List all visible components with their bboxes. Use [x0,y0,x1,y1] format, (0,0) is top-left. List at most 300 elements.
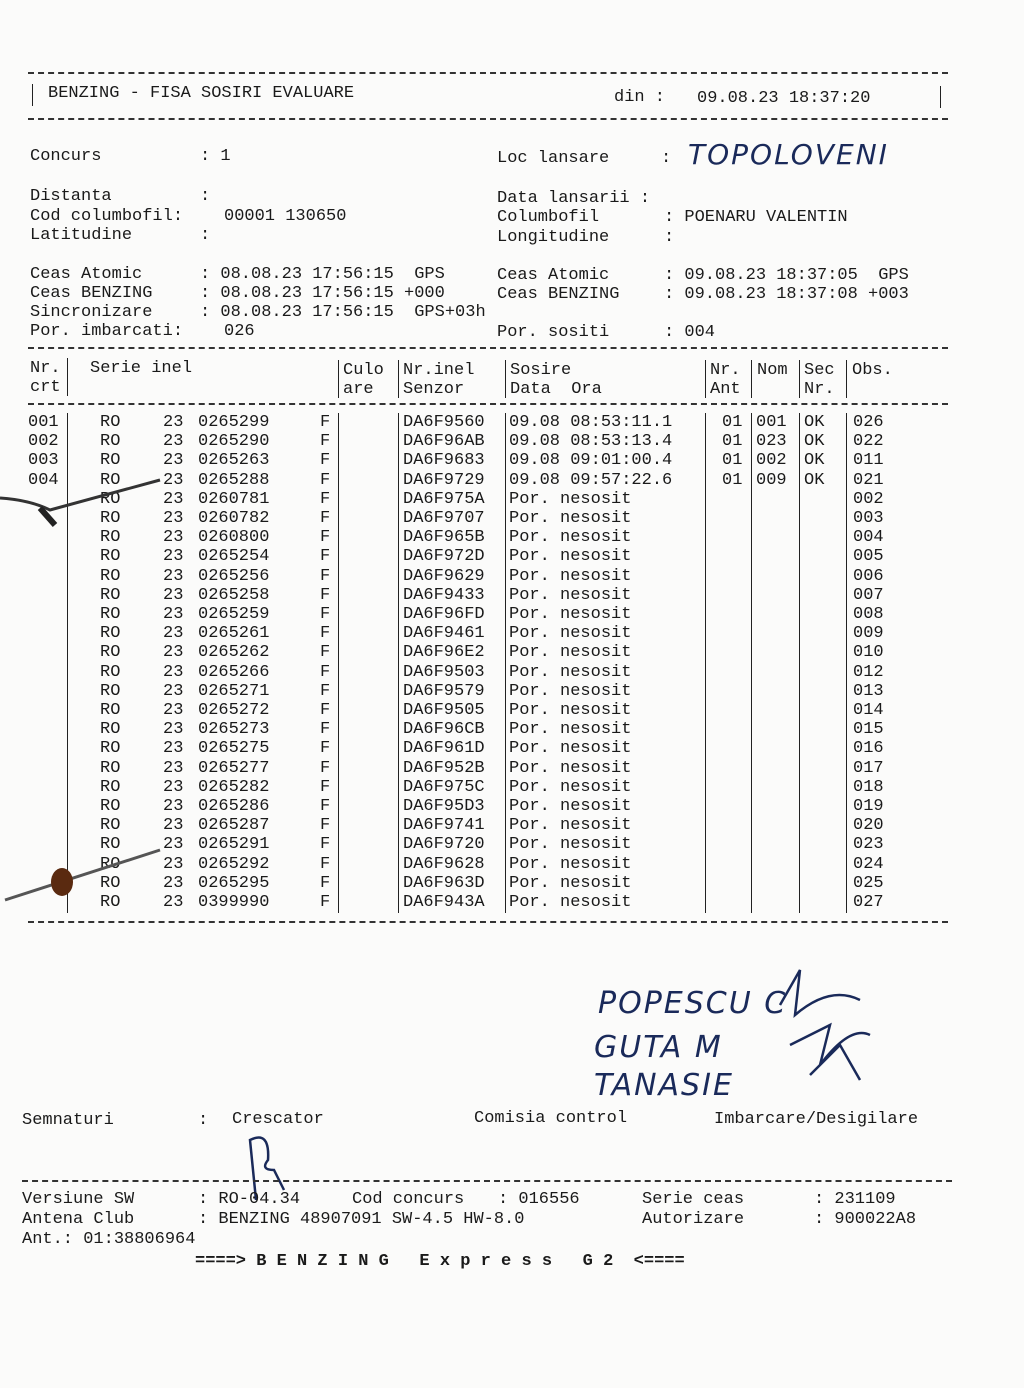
ring-number-cell: 0265258 [198,585,270,605]
ring-country-cell: RO [100,720,121,740]
sensor-ring-cell: DA6F9720 [403,835,485,855]
antena-value: : BENZING 48907091 SW-4.5 HW-8.0 [198,1210,525,1229]
col-nr-header-1: Nr. [30,359,61,378]
ring-year-cell: 23 [163,873,184,893]
ring-country-cell: RO [100,624,121,644]
sex-cell: F [320,777,331,797]
sensor-ring-cell: DA6F943A [403,893,485,912]
ring-year-cell: 23 [163,797,184,816]
antena-label: Antena Club [22,1210,135,1229]
col-separator [398,360,399,398]
arrival-time-cell: Por. nesosit [509,585,632,605]
col-culoare-header-2: are [343,380,374,399]
loc-lansare-label: Loc lansare [497,149,610,168]
signatures-label: Semnaturi [22,1111,114,1130]
arrival-time-cell: 09.08 08:53:11.1 [509,413,673,432]
sex-cell: F [320,470,331,490]
nom-position-cell: 009 [756,470,787,490]
observation-cell: 011 [853,451,884,471]
ring-year-cell: 23 [163,470,184,490]
ring-number-cell: 0260800 [198,528,270,548]
sensor-ring-cell: DA6F9461 [403,624,485,644]
sensor-ring-cell: DA6F952B [403,758,485,778]
ring-year-cell: 23 [163,605,184,624]
ceas-atomic-start: : 08.08.23 17:56:15 GPS [200,265,445,284]
arrival-time-cell: Por. nesosit [509,624,632,644]
ring-number-cell: 0265261 [198,624,270,644]
col-separator [705,360,706,398]
table-row [0,605,1024,624]
cod-concurs-label: Cod concurs [352,1190,465,1209]
loc-lansare-handwritten: TOPOLOVENI [688,138,889,171]
observation-cell: 019 [853,797,884,816]
ring-number-cell: 0399990 [198,893,270,912]
sensor-ring-cell: DA6F96CB [403,720,485,740]
table-row [0,643,1024,662]
sex-cell: F [320,701,331,720]
table-row [0,451,1024,470]
observation-cell: 005 [853,547,884,567]
arrival-time-cell: 09.08 08:53:13.4 [509,432,673,452]
antenna-number-cell: 01 [722,451,743,471]
ring-year-cell: 23 [163,739,184,759]
ring-year-cell: 23 [163,451,184,471]
observation-cell: 007 [853,585,884,605]
observation-cell: 008 [853,605,884,624]
signature-tanasie: TANASIE [594,1068,734,1103]
ceas-benzing-end-label: Ceas BENZING [497,285,620,304]
col-senzor-header-1: Nr.inel [403,361,475,380]
arrival-time-cell: Por. nesosit [509,758,632,778]
ring-year-cell: 23 [163,720,184,740]
observation-cell: 020 [853,816,884,836]
observation-cell: 027 [853,893,884,912]
ring-number-cell: 0265275 [198,739,270,759]
sensor-ring-cell: DA6F96FD [403,605,485,624]
ring-year-cell: 23 [163,777,184,797]
ring-number-cell: 0260782 [198,509,270,528]
ceas-benzing-label: Ceas BENZING [30,284,153,303]
sensor-ring-cell: DA6F9505 [403,701,485,720]
row-number-cell: 004 [28,470,59,490]
ring-country-cell: RO [100,643,121,663]
concurs-label: Concurs [30,147,102,166]
ring-year-cell: 23 [163,643,184,663]
arrival-time-cell: Por. nesosit [509,681,632,701]
sensor-ring-cell: DA6F975A [403,489,485,509]
signature-comisia: Comisia control [474,1109,628,1128]
ring-year-cell: 23 [163,816,184,836]
ceas-benzing-start: : 08.08.23 17:56:15 +000 [200,284,445,303]
ring-country-cell: RO [100,758,121,778]
observation-cell: 009 [853,624,884,644]
arrival-time-cell: Por. nesosit [509,643,632,663]
sex-cell: F [320,720,331,740]
sex-cell: F [320,413,331,432]
ring-year-cell: 23 [163,662,184,682]
ring-number-cell: 0265291 [198,835,270,855]
arrival-time-cell: Por. nesosit [509,509,632,528]
longitudine-label: Longitudine [497,228,610,247]
col-nr-header-2: crt [30,378,61,397]
sex-cell: F [320,585,331,605]
ring-number-cell: 0265282 [198,777,270,797]
divider [28,118,948,120]
divider [28,921,948,923]
ring-number-cell: 0265277 [198,758,270,778]
signatures-sep: : [198,1111,209,1130]
sensor-ring-cell: DA6F975C [403,777,485,797]
table-row [0,739,1024,758]
observation-cell: 024 [853,854,884,874]
ceas-atomic-end: : 09.08.23 18:37:05 GPS [664,266,909,285]
ring-country-cell: RO [100,662,121,682]
sex-cell: F [320,797,331,816]
ring-country-cell: RO [100,432,121,452]
ring-year-cell: 23 [163,528,184,548]
frame-right [940,86,941,108]
ring-number-cell: 0260781 [198,489,270,509]
ring-year-cell: 23 [163,432,184,452]
serie-ceas-value: : 231109 [814,1190,896,1209]
observation-cell: 002 [853,489,884,509]
signature-imbarcare: Imbarcare/Desigilare [714,1110,919,1129]
ring-number-cell: 0265259 [198,605,270,624]
col-senzor-header-2: Senzor [403,380,465,399]
divider [28,347,948,349]
table-row [0,567,1024,586]
sex-cell: F [320,681,331,701]
table-row [0,720,1024,739]
col-separator [505,360,506,398]
sex-cell: F [320,528,331,548]
cod-columbofil-label: Cod columbofil: [30,207,184,226]
ring-number-cell: 0265272 [198,701,270,720]
ring-year-cell: 23 [163,701,184,720]
arrival-time-cell: Por. nesosit [509,528,632,548]
table-row [0,413,1024,432]
pen-mark-icon [0,840,170,910]
ring-country-cell: RO [100,777,121,797]
ring-number-cell: 0265292 [198,854,270,874]
observation-cell: 023 [853,835,884,855]
sensor-ring-cell: DA6F9629 [403,566,485,586]
sex-cell: F [320,489,331,509]
sensor-ring-cell: DA6F96AB [403,432,485,452]
report-title: BENZING - FISA SOSIRI EVALUARE [48,84,355,103]
sensor-ring-cell: DA6F9707 [403,509,485,528]
sensor-ring-cell: DA6F95D3 [403,797,485,816]
antenna-number-cell: 01 [722,470,743,490]
sensor-ring-cell: DA6F9741 [403,816,485,836]
ring-number-cell: 0265271 [198,681,270,701]
arrival-time-cell: Por. nesosit [509,777,632,797]
latitudine-value: : [200,226,211,245]
observation-cell: 014 [853,701,884,720]
sensor-ring-cell: DA6F961D [403,739,485,759]
sensor-ring-cell: DA6F9560 [403,413,485,432]
observation-cell: 003 [853,509,884,528]
sositi-label: Por. sositi [497,323,610,342]
col-separator [67,358,68,396]
sex-cell: F [320,547,331,567]
row-number-cell: 003 [28,451,59,471]
loc-lansare-sep: : [661,149,672,168]
observation-cell: 006 [853,566,884,586]
ring-country-cell: RO [100,873,121,893]
ring-country-cell: RO [100,413,121,432]
col-separator [338,360,339,398]
device-brand: ====> B E N Z I N G E x p r e s s G 2 <==== [195,1252,685,1271]
col-ant-header-2: Ant [710,380,741,399]
sex-cell: F [320,893,331,912]
distanta-value: : [200,187,211,206]
sensor-ring-cell: DA6F96E2 [403,643,485,663]
arrival-time-cell: Por. nesosit [509,854,632,874]
table-row [0,663,1024,682]
col-sosire-header-1: Sosire [510,361,572,380]
ring-number-cell: 0265263 [198,451,270,471]
ring-number-cell: 0265273 [198,720,270,740]
arrival-time-cell: Por. nesosit [509,489,632,509]
observation-cell: 018 [853,777,884,797]
serie-ceas-label: Serie ceas [642,1190,745,1209]
sex-cell: F [320,739,331,759]
sensor-ring-cell: DA6F963D [403,873,485,893]
sex-cell: F [320,624,331,644]
arrival-time-cell: 09.08 09:57:22.6 [509,470,673,490]
sex-cell: F [320,566,331,586]
distanta-label: Distanta [30,187,112,206]
sex-cell: F [320,605,331,624]
concurs-value: : 1 [200,147,231,166]
signature-scribble [770,965,880,1085]
autorizare-label: Autorizare [642,1210,745,1229]
report-datetime: 09.08.23 18:37:20 [697,89,871,108]
ring-number-cell: 0265295 [198,873,270,893]
sex-cell: F [320,835,331,855]
imbarcati-label: Por. imbarcati: [30,322,184,341]
antenna-number-cell: 01 [722,432,743,452]
arrival-time-cell: Por. nesosit [509,816,632,836]
sincronizare-value: : 08.08.23 17:56:15 GPS+03h [200,303,486,322]
ring-country-cell: RO [100,470,121,490]
arrival-time-cell: Por. nesosit [509,720,632,740]
sensor-ring-cell: DA6F9503 [403,662,485,682]
observation-cell: 022 [853,432,884,452]
col-sec-header-2: Nr. [804,380,835,399]
sensor-ring-cell: DA6F9433 [403,585,485,605]
table-row [0,586,1024,605]
security-check-cell: OK [804,451,825,471]
divider [28,403,948,405]
sensor-ring-cell: DA6F9628 [403,854,485,874]
ring-country-cell: RO [100,835,121,855]
observation-cell: 012 [853,662,884,682]
ring-country-cell: RO [100,566,121,586]
col-separator [846,360,847,398]
table-row [0,816,1024,835]
ring-country-cell: RO [100,681,121,701]
date-label: din : [614,88,666,107]
data-lansarii-label: Data lansarii : [497,189,651,208]
nom-position-cell: 001 [756,413,787,432]
sensor-ring-cell: DA6F9729 [403,470,485,490]
ceas-atomic-end-label: Ceas Atomic [497,266,610,285]
ring-year-cell: 23 [163,681,184,701]
ring-country-cell: RO [100,893,121,912]
col-serie-header: Serie inel [90,359,193,378]
ring-country-cell: RO [100,489,121,509]
nom-position-cell: 002 [756,451,787,471]
ring-year-cell: 23 [163,854,184,874]
ring-year-cell: 23 [163,624,184,644]
autorizare-value: : 900022A8 [814,1210,917,1229]
ring-number-cell: 0265256 [198,566,270,586]
sositi-value: : 004 [664,323,716,342]
signature-popescu: POPESCU C [598,986,788,1021]
sex-cell: F [320,758,331,778]
table-row [0,528,1024,547]
ring-year-cell: 23 [163,509,184,528]
signature-guta: GUTA M [594,1030,723,1065]
sex-cell: F [320,662,331,682]
ring-number-cell: 0265262 [198,643,270,663]
ring-country-cell: RO [100,451,121,471]
ring-year-cell: 23 [163,893,184,912]
cod-columbofil-value: 00001 130650 [224,207,347,226]
sex-cell: F [320,509,331,528]
ring-number-cell: 0265299 [198,413,270,432]
ring-year-cell: 23 [163,413,184,432]
ring-year-cell: 23 [163,566,184,586]
antenna-number-cell: 01 [722,413,743,432]
arrival-time-cell: Por. nesosit [509,566,632,586]
observation-cell: 017 [853,758,884,778]
table-row [0,701,1024,720]
arrival-time-cell: Por. nesosit [509,547,632,567]
sex-cell: F [320,873,331,893]
divider [28,72,948,74]
security-check-cell: OK [804,432,825,452]
arrival-time-cell: Por. nesosit [509,662,632,682]
antena-id: Ant.: 01:38806964 [22,1230,196,1249]
security-check-cell: OK [804,470,825,490]
arrival-time-cell: Por. nesosit [509,893,632,912]
observation-cell: 025 [853,873,884,893]
divider [22,1180,952,1182]
col-separator [751,360,752,398]
arrival-time-cell: Por. nesosit [509,835,632,855]
sex-cell: F [320,816,331,836]
arrival-time-cell: Por. nesosit [509,701,632,720]
col-separator [799,360,800,398]
frame-left [32,84,33,106]
ring-year-cell: 23 [163,835,184,855]
arrival-time-cell: Por. nesosit [509,605,632,624]
observation-cell: 026 [853,413,884,432]
cod-concurs-value: : 016556 [498,1190,580,1209]
observation-cell: 004 [853,528,884,548]
ring-number-cell: 0265254 [198,547,270,567]
versiune-label: Versiune SW [22,1190,135,1209]
ring-number-cell: 0265287 [198,816,270,836]
ring-country-cell: RO [100,701,121,720]
versiune-value: : RO-04.34 [198,1190,301,1209]
table-row [0,432,1024,451]
observation-cell: 013 [853,681,884,701]
table-row [0,547,1024,566]
table-row [0,759,1024,778]
ring-number-cell: 0265266 [198,662,270,682]
ring-number-cell: 0265286 [198,797,270,816]
arrival-time-cell: Por. nesosit [509,739,632,759]
sensor-ring-cell: DA6F972D [403,547,485,567]
ring-country-cell: RO [100,797,121,816]
sex-cell: F [320,643,331,663]
col-sosire-header-2: Data Ora [510,380,602,399]
ring-country-cell: RO [100,605,121,624]
ring-number-cell: 0265288 [198,470,270,490]
row-number-cell: 002 [28,432,59,452]
signature-crescator: Crescator [232,1110,324,1129]
columbofil-label: Columbofil [497,208,600,227]
ring-country-cell: RO [100,528,121,548]
ring-country-cell: RO [100,509,121,528]
ceas-atomic-label: Ceas Atomic [30,265,143,284]
ring-country-cell: RO [100,854,121,874]
arrival-time-cell: 09.08 09:01:00.4 [509,451,673,471]
ring-year-cell: 23 [163,585,184,605]
latitudine-label: Latitudine [30,226,133,245]
table-row [0,624,1024,643]
sensor-ring-cell: DA6F9579 [403,681,485,701]
observation-cell: 021 [853,470,884,490]
table-row [0,778,1024,797]
col-obs-header: Obs. [852,361,893,380]
col-culoare-header-1: Culo [343,361,384,380]
ring-year-cell: 23 [163,758,184,778]
ring-country-cell: RO [100,816,121,836]
nom-position-cell: 023 [756,432,787,452]
sex-cell: F [320,451,331,471]
sensor-ring-cell: DA6F9683 [403,451,485,471]
ring-number-cell: 0265290 [198,432,270,452]
sensor-ring-cell: DA6F965B [403,528,485,548]
ring-country-cell: RO [100,585,121,605]
security-check-cell: OK [804,413,825,432]
arrival-time-cell: Por. nesosit [509,873,632,893]
observation-cell: 010 [853,643,884,663]
sex-cell: F [320,854,331,874]
observation-cell: 015 [853,720,884,740]
col-nom-header: Nom [757,361,788,380]
columbofil-value: : POENARU VALENTIN [664,208,848,227]
arrival-time-cell: Por. nesosit [509,797,632,816]
sex-cell: F [320,432,331,452]
sincronizare-label: Sincronizare [30,303,153,322]
table-row [0,682,1024,701]
col-ant-header-1: Nr. [710,361,741,380]
observation-cell: 016 [853,739,884,759]
pen-mark-icon [0,470,170,530]
ring-year-cell: 23 [163,547,184,567]
col-sec-header-1: Sec [804,361,835,380]
imbarcati-value: 026 [224,322,255,341]
ring-country-cell: RO [100,739,121,759]
row-number-cell: 001 [28,413,59,432]
longitudine-value: : [664,228,675,247]
